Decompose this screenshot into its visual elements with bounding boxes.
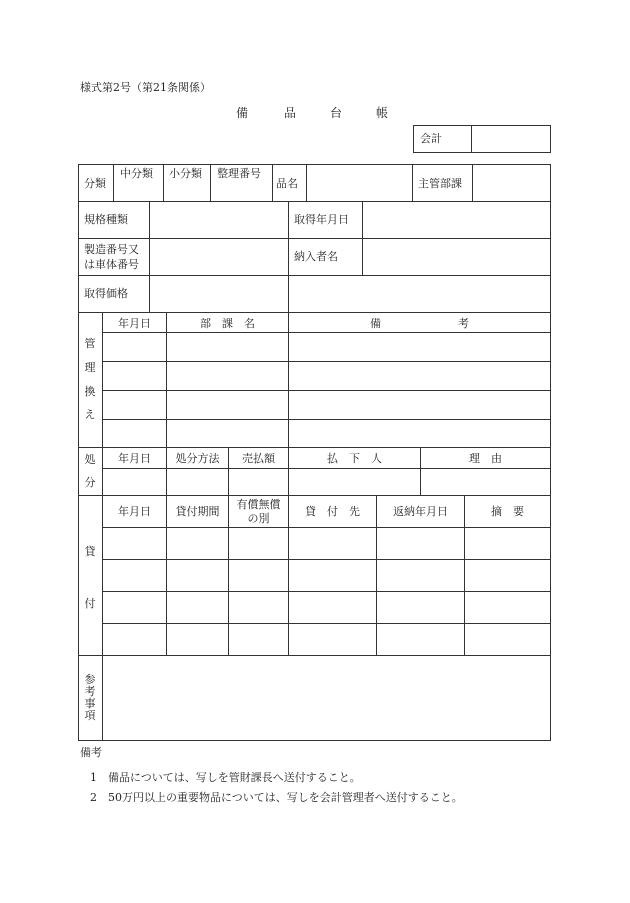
- seiri-no-label: 整理番号: [217, 167, 261, 180]
- kakaku-label: 取得価格: [84, 287, 128, 300]
- title-char: 品: [284, 106, 297, 120]
- hinmei-label: 品名: [276, 177, 298, 190]
- shutoku-date-field[interactable]: [363, 202, 550, 238]
- kanri-side-char: 換: [84, 385, 96, 398]
- shukan-buka-field[interactable]: [473, 165, 550, 201]
- kanri-header-biko: 備 考: [370, 317, 469, 330]
- nonyu-field[interactable]: [363, 239, 550, 275]
- kashitsuke-header-return-date: 返納年月日: [393, 505, 448, 518]
- kanri-side-char: え: [84, 408, 96, 421]
- shobunrui-field[interactable]: [164, 183, 210, 201]
- kaikei-field[interactable]: [472, 126, 550, 152]
- kashitsuke-header-paid-line1: 有償無償: [236, 498, 281, 511]
- shukan-buka-label: 主管部課: [418, 177, 462, 190]
- shobunrui-label: 小分類: [169, 167, 202, 180]
- shobun-header-amount: 売払額: [242, 452, 275, 465]
- nonyu-label: 納入者名: [294, 250, 338, 263]
- note-number: 2: [90, 791, 97, 804]
- shobun-header-method: 処分方法: [175, 452, 220, 465]
- sanko-side-char: 考: [84, 685, 96, 698]
- seiri-no-field[interactable]: [211, 183, 272, 201]
- shutoku-date-label: 取得年月日: [294, 213, 349, 226]
- sanko-side-char: 参: [84, 673, 96, 686]
- hinmei-field[interactable]: [307, 165, 412, 201]
- shobun-header-reason: 理 由: [469, 452, 502, 465]
- note-text: 50万円以上の重要物品については、写しを会計管理者へ送付すること。: [108, 791, 463, 804]
- sanko-side-char: 事: [84, 697, 96, 710]
- kashitsuke-header-period: 貸付期間: [175, 505, 220, 518]
- chubunrui-field[interactable]: [114, 183, 163, 201]
- kikaku-label: 規格種類: [84, 213, 128, 226]
- kashitsuke-header-paid-line2: の別: [247, 512, 270, 525]
- kashitsuke-side-char: 貸: [84, 545, 96, 558]
- kashitsuke-side-char: 付: [84, 597, 96, 610]
- kashitsuke-header-lendee: 貸 付 先: [305, 505, 360, 518]
- title-char: 備: [236, 106, 249, 120]
- notes-heading: 備考: [80, 746, 102, 759]
- kikaku-field[interactable]: [150, 202, 288, 238]
- sanko-side-char: 項: [84, 709, 96, 722]
- kanri-header-date: 年月日: [118, 317, 151, 330]
- seizo-no-field[interactable]: [150, 239, 288, 275]
- title-char: 帳: [376, 106, 389, 120]
- chubunrui-label: 中分類: [120, 167, 153, 180]
- seizo-no-label-line2: は車体番号: [84, 258, 139, 271]
- shobun-side-char: 分: [84, 476, 96, 489]
- seizo-no-label-line1: 製造番号又: [84, 243, 139, 256]
- kanri-side-char: 理: [84, 361, 96, 374]
- kashitsuke-header-summary: 摘 要: [491, 505, 524, 518]
- kanri-side-char: 管: [84, 337, 96, 350]
- kaikei-label: 会計: [420, 132, 442, 145]
- note-number: 1: [90, 771, 97, 784]
- title-char: 台: [330, 106, 343, 120]
- shobun-side-char: 処: [84, 453, 96, 466]
- kashitsuke-header-date: 年月日: [118, 505, 151, 518]
- shobun-header-buyer: 払 下 人: [327, 452, 382, 465]
- sanko-field[interactable]: [103, 656, 550, 740]
- form-number: 様式第2号（第21条関係）: [80, 81, 211, 94]
- kakaku-field[interactable]: [150, 276, 288, 312]
- shobun-header-date: 年月日: [118, 452, 151, 465]
- bunrui-label: 分類: [84, 177, 106, 190]
- note-text: 備品については、写しを管財課長へ送付すること。: [108, 771, 361, 784]
- kanri-header-buka: 部 課 名: [200, 317, 255, 330]
